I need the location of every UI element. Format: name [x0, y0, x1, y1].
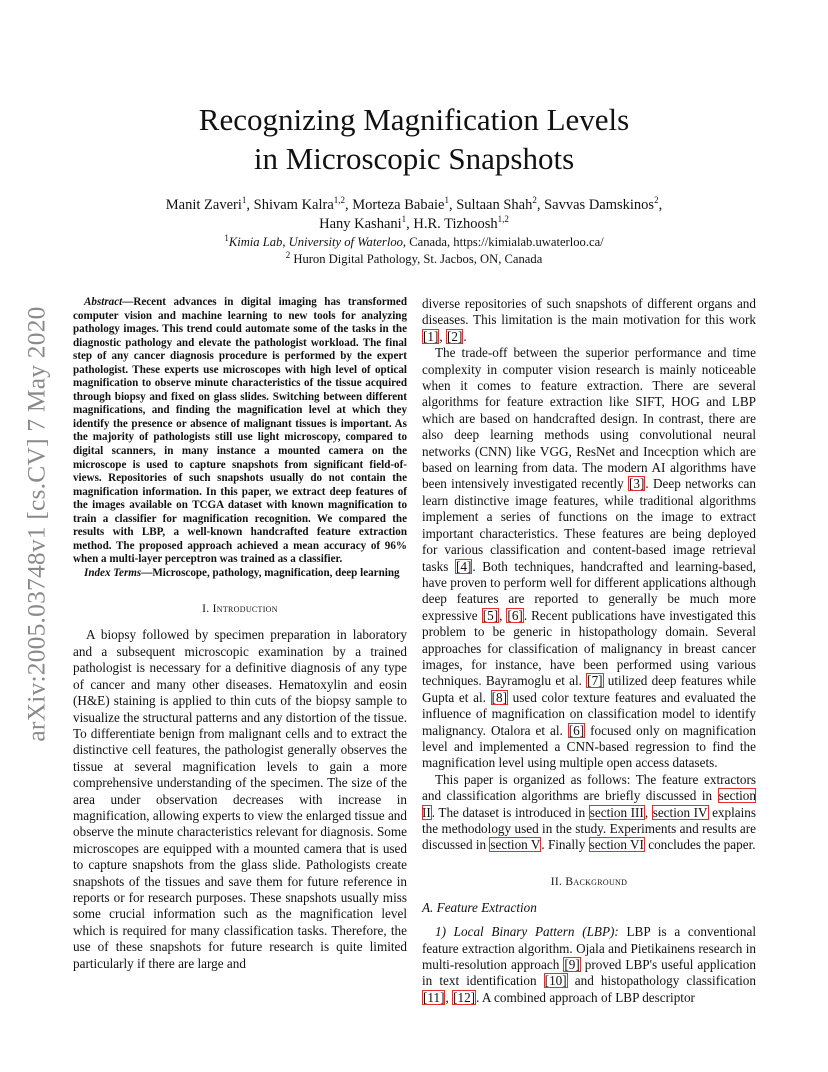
citation-link[interactable]: [5] [482, 607, 499, 623]
introduction-paragraph-3: This paper is organized as follows: The feature extractors and classification algorithms are briefly discussed in section II. The dataset is introduced in section III, section IV explains the methodology used in the study. Experiments and results are discussed in section V. Finally section VI concludes the paper. [422, 771, 757, 853]
title-line-1: Recognizing Magnification Levels [198, 102, 630, 137]
citation-link[interactable]: [4] [455, 558, 472, 574]
author-block [100, 196, 728, 268]
affiliation-1: $^1$Kimia Lab, University of Waterloo, Canada, https://kimialab.uwaterloo.ca/ [224, 232, 604, 249]
author-line-2: Hany Kashani$^1$, H.R. Tizhoosh$^{1,2}$ [319, 214, 509, 232]
affiliation-2: $^2$ Huron Digital Pathology, St. Jacbos, ON, Canada [285, 249, 543, 266]
introduction-body-continued [422, 296, 756, 854]
left-column [73, 296, 407, 972]
abstract [73, 296, 407, 580]
citation-link[interactable]: [1] [423, 328, 439, 344]
citation-link[interactable]: [6] [568, 722, 585, 738]
author-line-1: Manit Zaveri$^1$, Shivam Kalra$^{1,2}$, Morteza Babaie$^1$, Sultaan Shah$^2$, Savvas Damskinos$^2$, [165, 195, 663, 213]
citation-link[interactable]: [10] [544, 973, 567, 989]
title-line-2: in Microscopic Snapshots [253, 141, 575, 176]
background-paragraph-1: 1) Local Binary Pattern (LBP): LBP is a conventional feature extraction algorithm. Ojala and Pietikainens research in multi-resolution approach [9] proved LBP's useful application in text identification [10] and histopathology classification [11], [12]. A combined approach of LBP descriptor [422, 924, 756, 1005]
section-link[interactable]: section II [422, 788, 756, 820]
citation-link[interactable]: [8] [491, 689, 507, 705]
subsection-heading-feature-extraction: A. Feature Extraction [422, 899, 537, 915]
section-heading-background: II. Background [550, 875, 628, 888]
introduction-paragraph-1-cont: diverse repositories of such snapshots of different organs and diseases. This limitation is the main motivation for this work [1], [2]. [422, 296, 756, 344]
citation-link[interactable]: [9] [564, 957, 580, 973]
index-terms: Index Terms—Microscope, pathology, magnification, deep learning [84, 566, 400, 579]
citation-link[interactable]: [12] [453, 989, 476, 1005]
section-link[interactable]: section VI [589, 837, 644, 853]
abstract-text: Abstract—Recent advances in digital imaging has transformed computer vision and machine learning to new tools for analyzing pathology images. This trend could automate some of the tasks in the diagnostic pathology and elevate the pathologist workload. The final step of any cancer diagnosis procedure is performed by the expert pathologist. These experts use microscopes with high level of optical magnification to observe minute characteristics of the tissue acquired through biopsy and fixed on glass slides. Switching between different magnifications, and finding the magnification level at which they identify the presence or absence of malignant tissues is important. As the majority of pathologists still use light microscopy, compared to digital scanners, in many instance a mounted camera on the microscope is used to capture snapshots from significant field-of-views. Repositories of such snapshots usually do not contain the magnification information. In this paper, we extract deep features of the images available on TCGA dataset with known magnification to train a classifier for magnification recognition. We compared the results with LBP, a well-known handcrafted feature extraction method. The proposed approach achieved a mean accuracy of 96% when a multi-layer perceptron was trained as a classifier. [73, 296, 407, 566]
citation-link[interactable]: [7] [587, 673, 603, 689]
right-column [422, 296, 756, 1006]
citation-link[interactable]: [3] [629, 476, 645, 492]
background-body [422, 900, 756, 1006]
paper-title [120, 100, 708, 178]
citation-link[interactable]: [2] [446, 328, 463, 344]
introduction-body [73, 627, 407, 972]
section-link[interactable]: section III [589, 804, 644, 820]
section-heading-introduction: I. Introduction [202, 603, 278, 616]
introduction-paragraph-1: A biopsy followed by specimen preparation in laboratory and a subsequent microscopic examination by a trained pathologist is necessary for a definitive diagnosis of any type of cancer and many other diseases. Hematoxylin and eosin (H&E) staining is applied to thin cuts of the biopsy sample to visualize the structural patterns and any distortion of the tissue. To differentiate benign from malignant cells and to extract the distinctive cell features, the pathologist generally observes the tissue at several magnification levels to gain a more comprehensive understanding of the specimen. The size of the area under observation decreases with increase in magnification, allowing experts to view the enlarged tissue and observe the minute characteristics relevant for diagnosis. Some microscopes are equipped with a mounted camera that is used to capture snapshots from the glass slide. Pathologists create snapshots of the tissues and save them for future reference in reports or for research purposes. These snapshots usually miss some crucial information such as the magnification level which is required for many classification tasks. Therefore, the use of these snapshots for future research is quite limited particularly if there are large and [73, 627, 407, 971]
citation-link[interactable]: [11] [423, 989, 445, 1005]
section-link[interactable]: section IV [652, 804, 708, 820]
citation-link[interactable]: [6] [507, 607, 523, 623]
arxiv-identifier-stamp [17, 284, 57, 764]
introduction-paragraph-2: The trade-off between the superior performance and time complexity in computer vision research is mainly noticeable when it comes to feature extraction. There are several algorithms for feature extraction like SIFT, HOG and LBP which are based on handcrafted design. In contrast, there are also deep learning methods using convolutional neural networks (CNN) like VGG, ResNet and Incecption which are based on learning from data. The modern AI algorithms have been intensively investigated recently [3]. Deep networks can learn distinctive image features, while traditional algorithms implement a series of functions on the image to extract important characteristics. These features are being deployed for various classification and content-based image retrieval tasks [4]. Both techniques, handcrafted and learning-based, have proven to perform well for different applications although deep features are reported to generally be much more expressive [5], [6]. Recent publications have investigated this problem to be generic in histopathology domain. Several approaches for classification of malignancy in breast cancer images, for instance, have been performed using various techniques. Bayramoglu et al. [7] utilized deep features while Gupta et al. [8] used color texture features and evaluated the influence of magnification on classification model to identify malignancy. Otalora et al. [6] focused only on magnification level and implemented a CNN-based regression to find the magnification level using multiple open access datasets. [422, 345, 757, 771]
section-link[interactable]: section V [490, 837, 541, 853]
arxiv-identifier-text: arXiv:2005.03748v1 [cs.CV] 7 May 2020 [22, 306, 51, 742]
